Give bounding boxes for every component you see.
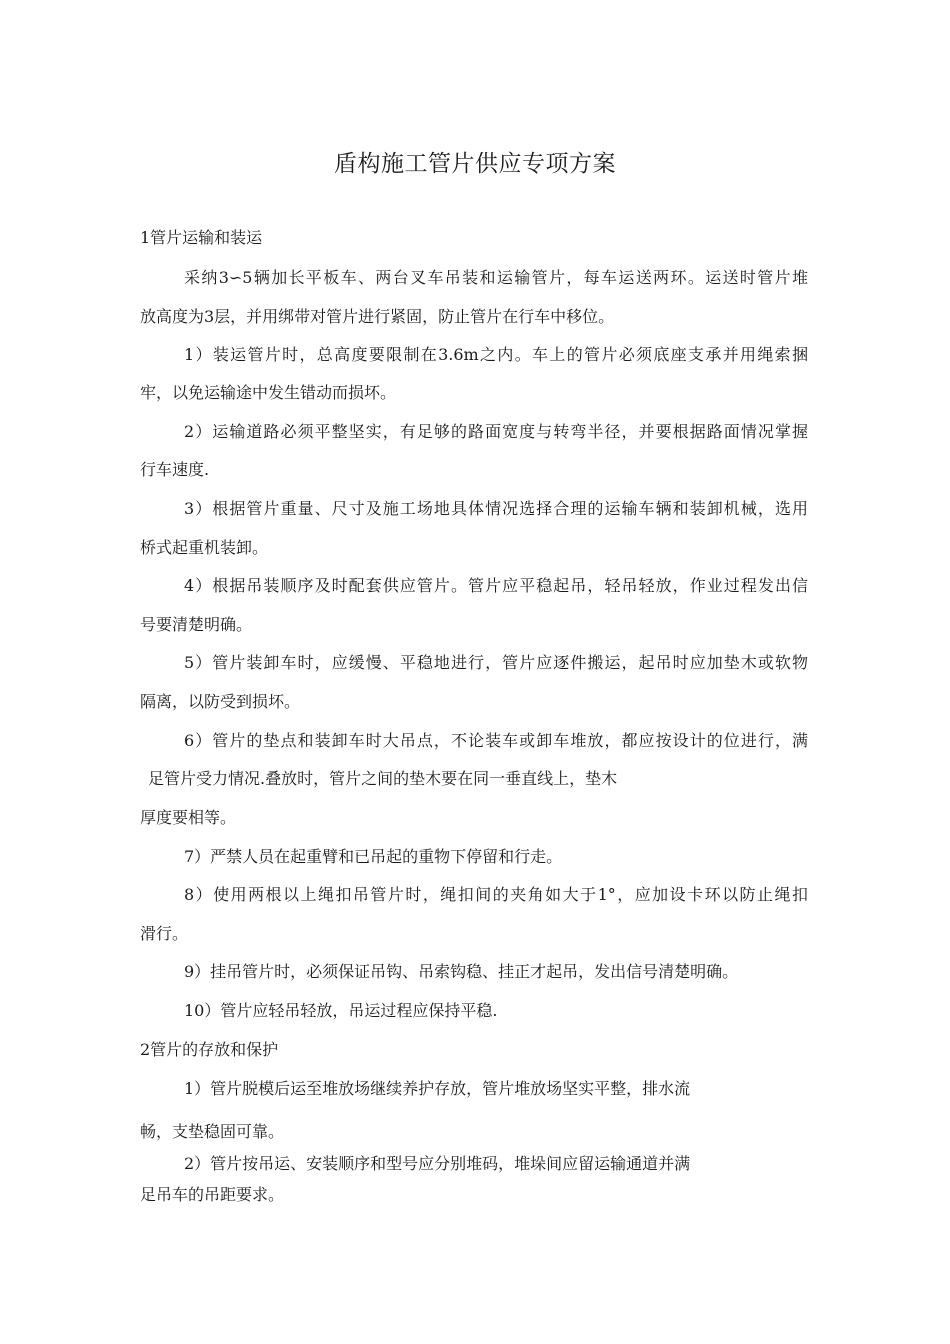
paragraph-line: 牢，以免运输途中发生错动而损坏。	[140, 383, 397, 402]
paragraph-line: 采纳3∽5辆加长平板车、两台叉车吊装和运输管片，每车运送两环。运送时管片堆	[184, 268, 808, 287]
paragraph-line: 滑行。	[140, 924, 189, 943]
paragraph-line: 6）管片的垫点和装卸车时大吊点，不论装车或卸车堆放，都应按设计的位进行，满	[184, 731, 808, 750]
paragraph-line: 4）根据吊装顺序及时配套供应管片。管片应平稳起吊，轻吊轻放，作业过程发出信	[184, 576, 808, 595]
paragraph-line: 10）管片应轻吊轻放，吊运过程应保持平稳.	[184, 1001, 498, 1020]
paragraph-line: 桥式起重机装卸。	[140, 538, 269, 557]
section-heading-1: 1管片运输和装运	[140, 228, 263, 247]
paragraph-line: 2）管片按吊运、安装顺序和型号应分别堆码，堆垛间应留运输通道并满	[184, 1154, 691, 1173]
section-heading-2: 2管片的存放和保护	[140, 1040, 279, 1059]
paragraph-line: 足管片受力情况.叠放时，管片之间的垫木要在同一垂直线上，垫木	[148, 769, 618, 788]
paragraph-line: 3）根据管片重量、尺寸及施工场地具体情况选择合理的运输车辆和装卸机械，选用	[184, 499, 808, 518]
paragraph-line: 1）装运管片时，总高度要限制在3.6m之内。车上的管片必须底座支承并用绳索捆	[184, 345, 808, 364]
paragraph-line: 1）管片脱模后运至堆放场继续养护存放，管片堆放场坚实平整，排水流	[184, 1079, 691, 1098]
paragraph-line: 2）运输道路必须平整坚实，有足够的路面宽度与转弯半径，并要根据路面情况掌握	[184, 422, 808, 441]
paragraph-line: 放高度为3层，并用绑带对管片进行紧固，防止管片在行车中移位。	[140, 307, 615, 326]
paragraph-line: 隔离，以防受到损坏。	[140, 692, 301, 711]
paragraph-line: 行车速度.	[140, 460, 210, 479]
paragraph-line: 7）严禁人员在起重臂和已吊起的重物下停留和行走。	[184, 847, 563, 866]
paragraph-line: 厚度要相等。	[140, 808, 237, 827]
paragraph-line: 5）管片装卸车时，应缓慢、平稳地进行，管片应逐件搬运，起吊时应加垫木或软物	[184, 653, 808, 672]
paragraph-line: 9）挂吊管片时，必须保证吊钩、吊索钩稳、挂正才起吊，发出信号清楚明确。	[184, 962, 739, 981]
document-title: 盾构施工管片供应专项方案	[334, 151, 616, 177]
paragraph-line: 8）使用两根以上绳扣吊管片时，绳扣间的夹角如大于1°，应加设卡环以防止绳扣	[184, 885, 808, 904]
paragraph-line: 足吊车的吊距要求。	[140, 1185, 285, 1204]
paragraph-line: 畅，支垫稳固可靠。	[140, 1122, 285, 1141]
paragraph-line: 号要清楚明确。	[140, 615, 253, 634]
